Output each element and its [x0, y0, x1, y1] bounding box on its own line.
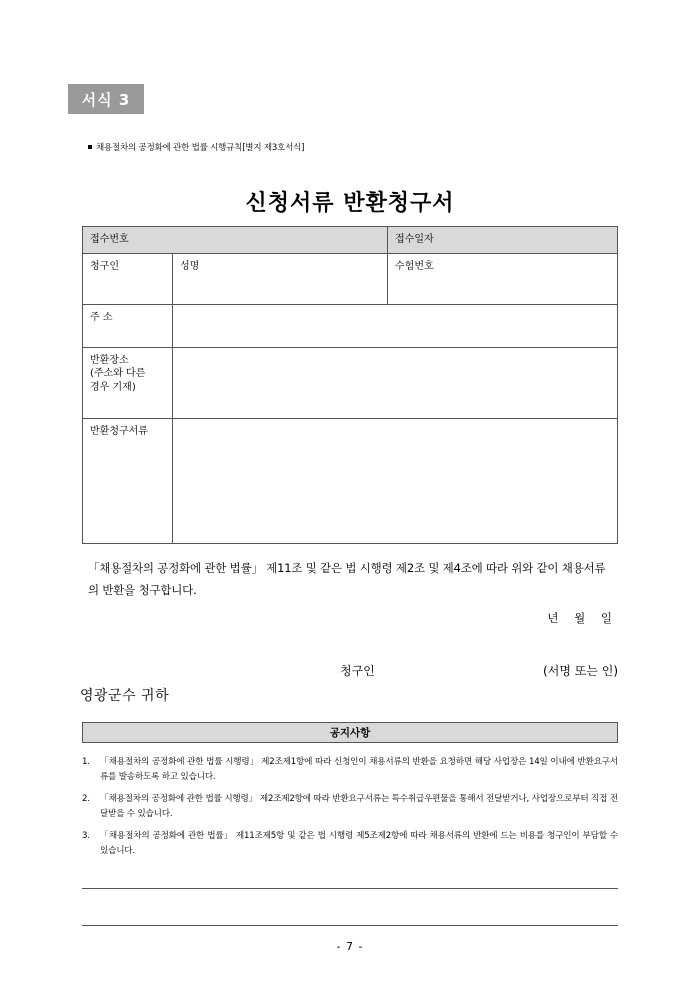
return-documents-input-cell[interactable]: [173, 418, 618, 543]
return-place-label-line3: 경우 기재): [90, 381, 136, 393]
bullet-icon: [88, 145, 92, 149]
law-reference-line: [88, 141, 304, 153]
receipt-date-label: 접수일자: [388, 227, 618, 254]
notice-item-text: 「채용절차의 공정화에 관한 법률 시행령」 제2조제2항에 따라 반환요구서류는 특수취급우편물을 통해서 전달받거나, 사업장으로부터 직접 전달받을 수 있습니다.: [100, 794, 618, 820]
receipt-number-label: 접수번호: [83, 227, 388, 254]
return-place-input-cell[interactable]: [173, 347, 618, 418]
date-line: 년 월 일: [547, 611, 618, 625]
return-place-label: [83, 347, 173, 418]
table-row: [83, 347, 618, 418]
return-place-label-line1: 반환장소: [90, 354, 129, 366]
table-row: [83, 227, 618, 254]
page-title: 신청서류 반환청구서: [245, 191, 455, 216]
notice-header: 공지사항: [82, 722, 618, 743]
notice-item-number: 3.: [82, 831, 90, 842]
statement-paragraph: 「채용절차의 공정화에 관한 법률」 제11조 및 같은 법 시행령 제2조 및 제4조에 따라 위와 같이 채용서류의 반환을 청구합니다.: [88, 561, 606, 597]
list-item: [82, 755, 618, 785]
exam-number-label: 수험번호: [388, 253, 618, 304]
notice-item-number: 2.: [82, 794, 90, 805]
return-documents-label: 반환청구서류: [83, 418, 173, 543]
table-row: [83, 253, 618, 304]
claimant-label: 청구인: [83, 253, 173, 304]
notice-item-text: 「채용절차의 공정화에 관한 법률」 제11조제5항 및 같은 법 시행령 제5조제2항에 따라 채용서류의 반환에 드는 비용를 청구인이 부담할 수 있습니다.: [100, 831, 618, 857]
address-label: 주 소: [83, 304, 173, 347]
address-input-cell[interactable]: [173, 304, 618, 347]
notice-item-number: 1.: [82, 757, 90, 767]
notice-item-text: 「채용절차의 공정화에 관한 법률 시행령」 제2조제1항에 따라 신청인이 채용서류의 반환을 요청하면 해당 사업장은 14일 이내에 반환요구서류를 발송하도록 하고 있습니다.: [100, 757, 618, 783]
signature-seal-label: (서명 또는 인): [543, 664, 618, 678]
notice-body: [82, 755, 618, 866]
application-form-table: [82, 226, 618, 544]
page-number: - 7 -: [336, 940, 364, 953]
divider: [82, 925, 618, 926]
table-row: [83, 304, 618, 347]
list-item: [82, 829, 618, 859]
return-place-label-line2: (주소와 다른: [90, 368, 146, 379]
form-tag-badge: 서식 3: [68, 84, 144, 114]
list-item: [82, 792, 618, 822]
table-row: [83, 418, 618, 543]
recipient-line: 영광군수 귀하: [80, 688, 170, 704]
name-label: 성명: [173, 253, 388, 304]
law-reference-text: 채용절차의 공정화에 관한 법률 시행규칙[별지 제3호서식]: [96, 143, 305, 153]
divider: [82, 888, 618, 889]
signature-claimant-label: 청구인: [340, 664, 375, 678]
